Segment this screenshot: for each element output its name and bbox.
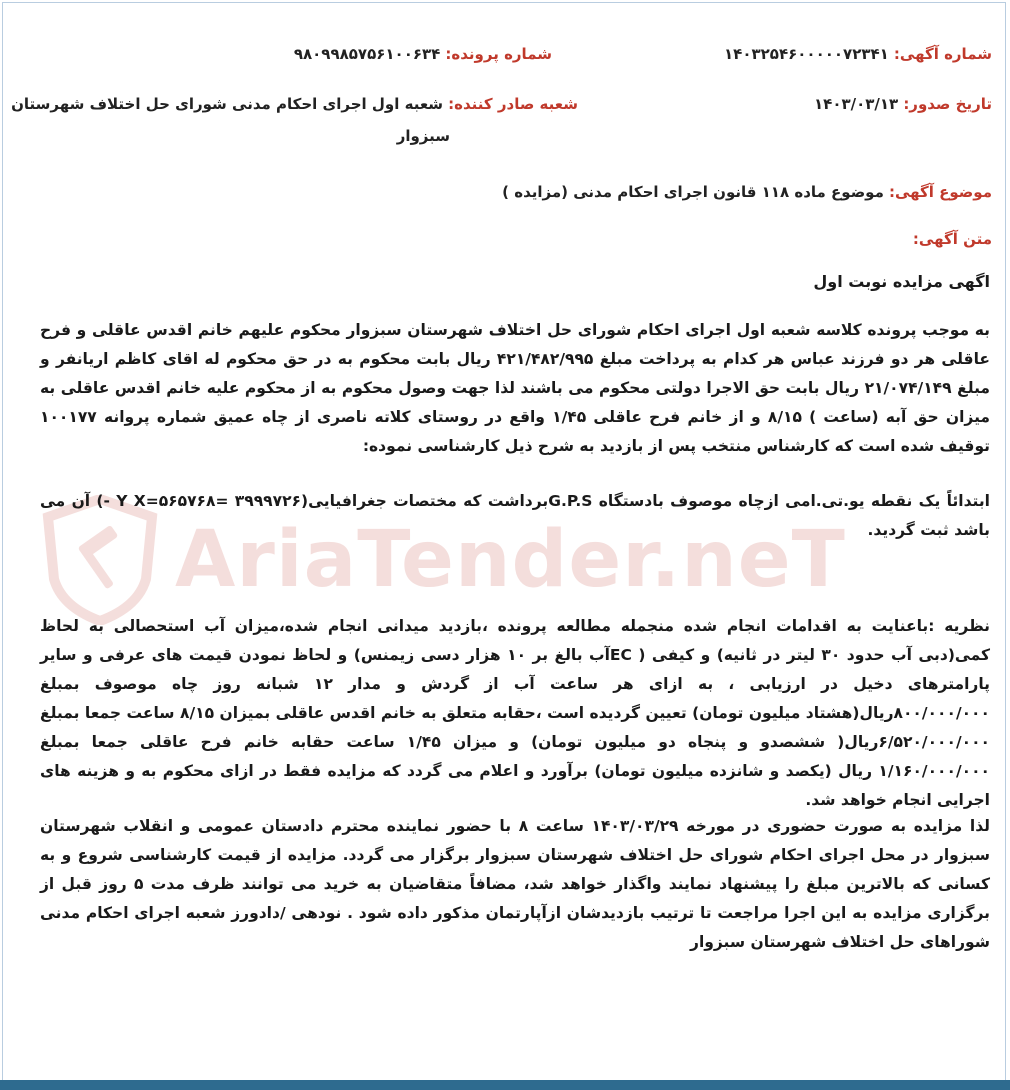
issuing-branch-line2 bbox=[397, 126, 450, 145]
body-label: متن آگهی: bbox=[912, 230, 992, 248]
subject-label: موضوع آگهی: bbox=[888, 183, 992, 201]
issuing-branch-label: شعبه صادر کننده: bbox=[448, 95, 578, 113]
ad-number-value: ۱۴۰۳۲۵۴۶۰۰۰۰۰۷۲۳۴۱ bbox=[724, 45, 889, 63]
issuing-branch-value-line2: سبزوار bbox=[396, 127, 450, 145]
ad-number bbox=[724, 44, 992, 63]
paragraph-4: لذا مزایده به صورت حضوری در مورخه ۱۴۰۳/۰۳/۲۹ ساعت ۸ با حضور نماینده محترم دادستان عمومی و انقلاب شهرستان سبزوار در محل اجرای احکام شورای حل اختلاف شهرستان سبزوار برگزار می گردد. مزایده از قیمت کارشناسی شروع و به کسانی که بالاترین مبلغ را پیشنهاد نمایند واگذار خواهد شد، مضافاً متقاضیان به خرید می توانند ظرف مدت ۵ روز قبل از برگزاری مزایده به این اجرا مراجعت تا ترتیب بازدیدشان ازآپارتمان مذکور داده شود . نودهی /دادورز شعبه اجرای احکام مدنی شوراهای حل اختلاف شهرستان سبزوار bbox=[40, 817, 990, 951]
subject bbox=[502, 182, 992, 201]
bottom-bar bbox=[0, 1080, 1010, 1090]
issue-date-value: ۱۴۰۳/۰۳/۱۳ bbox=[814, 95, 899, 113]
file-number-label: شماره پرونده: bbox=[445, 45, 552, 63]
issue-date-label: تاریخ صدور: bbox=[903, 95, 992, 113]
issuing-branch-value: شعبه اول اجرای احکام مدنی شورای حل اختلاف شهرستان bbox=[11, 95, 444, 113]
file-number bbox=[294, 44, 552, 63]
subject-value: موضوع ماده ۱۱۸ قانون اجرای احکام مدنی (مزایده ) bbox=[502, 183, 884, 201]
paragraph-2: ابتدائاً یک نقطه یو.تی.امی ازچاه موصوف بادستگاه G.P.Sبرداشت که مختصات جغرافیایی(۳۹۹۹۷۲۶ =Y X=۵۶۵۷۶۸ -) آن می باشد ثبت گردید. bbox=[40, 492, 990, 539]
paragraph-3: نظریه :باعنایت به اقدامات انجام شده منجمله مطالعه پرونده ،بازدید میدانی انجام شده،میزان آب استحصالی به لحاظ کمی(دبی آب حدود ۳۰ لیتر در ثانیه) و کیفی ( ECآب بالغ بر ۱۰ هزار دسی زیمنس) و لحاظ نمودن قیمت های عرفی و سایر پارامترهای دخیل در ارزیابی ، به ازای هر ساعت آب از گردش و مدار ۱۲ شبانه روز چاه موصوف بمبلغ ۸۰۰/۰۰۰/۰۰۰ریال(هشتاد میلیون تومان) تعیین گردیده است ،حقابه متعلق به خانم اقدس عاقلی بمیزان ۸/۱۵ ساعت جمعا بمبلغ ۶/۵۲۰/۰۰۰/۰۰۰ریال( ششصدو و پنجاه دو میلیون تومان) و میزان ۱/۴۵ ساعت حقابه خانم فرح عاقلی جمعا بمبلغ ۱/۱۶۰/۰۰۰/۰۰۰ ریال (یکصد و شانزده میلیون تومان) برآورد و اعلام می گردد که مزایده فقط در ازای محکوم به و هزینه های اجرایی انجام خواهد شد. bbox=[40, 617, 990, 809]
issue-date bbox=[814, 94, 992, 113]
paragraph-1: به موجب پرونده کلاسه شعبه اول اجرای احکام شورای حل اختلاف شهرستان سبزوار محکوم علیهم خانم اقدس عاقلی و فرح عاقلی هر دو فرزند عباس هر کدام به پرداخت مبلغ ۴۲۱/۴۸۲/۹۹۵ ریال بابت محکوم به در حق محکوم له اقای کاظم اریانفر و مبلغ ۲۱/۰۷۴/۱۴۹ ریال بابت حق الاجرا دولتی محکوم می باشند لذا جهت وصول محکوم به از محکوم علیه خانم اقدس عاقلی به میزان حق آبه (ساعت ) ۸/۱۵ و از خانم فرح عاقلی ۱/۴۵ واقع در روستای کلاته ناصری از چاه عمیق شماره پروانه ۱۰۰۱۷۷ توقیف شده است که کارشناس منتخب پس از بازدید به شرح ذیل کارشناسی نموده: bbox=[40, 321, 990, 455]
body-label-row bbox=[913, 229, 992, 248]
notice-title: اگهی مزایده نوبت اول bbox=[813, 272, 990, 291]
file-number-value: ۹۸۰۹۹۸۵۷۵۶۱۰۰۶۳۴ bbox=[293, 45, 441, 63]
issuing-branch bbox=[11, 94, 578, 113]
ad-number-label: شماره آگهی: bbox=[893, 45, 992, 63]
